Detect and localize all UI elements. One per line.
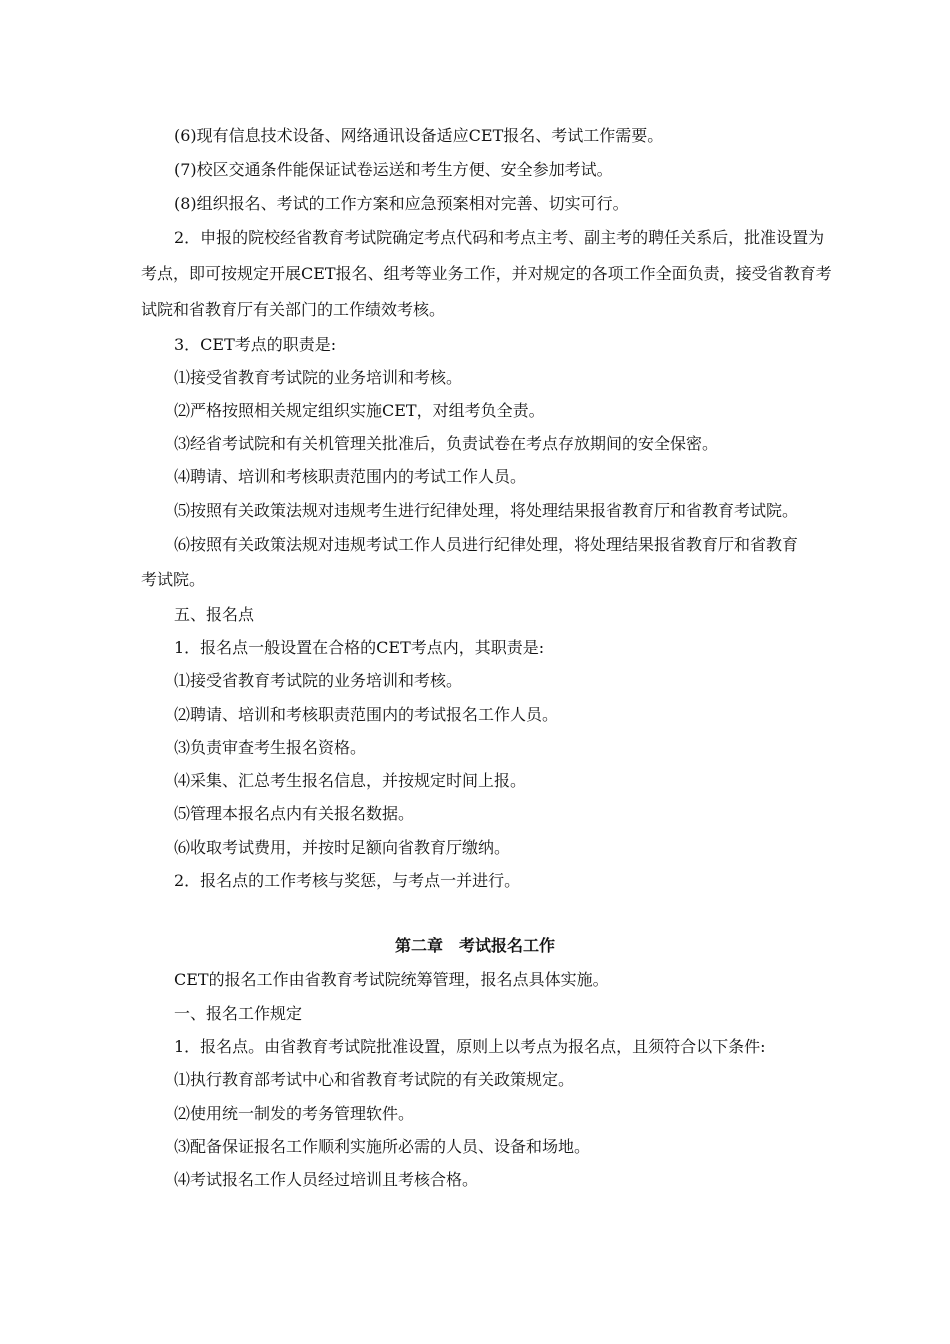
list-item: ⑵使用统一制发的考务管理软件。 (174, 1104, 415, 1123)
list-item: ⑷聘请、培训和考核职责范围内的考试工作人员。 (174, 467, 527, 486)
paragraph-line: 3．CET考点的职责是: (174, 335, 337, 354)
list-item: ⑷采集、汇总考生报名信息，并按规定时间上报。 (174, 771, 527, 790)
paragraph-line: 2．申报的院校经省教育考试院确定考点代码和考点主考、副主考的聘任关系后，批准设置为 (174, 228, 825, 247)
paragraph-line: 试院和省教育厅有关部门的工作绩效考核。 (141, 300, 446, 319)
list-item: ⑵聘请、培训和考核职责范围内的考试报名工作人员。 (174, 705, 559, 724)
list-item: ⑸管理本报名点内有关报名数据。 (174, 804, 415, 823)
paragraph-line: (7)校区交通条件能保证试卷运送和考生方便、安全参加考试。 (174, 160, 613, 179)
list-item: ⑶经省考试院和有关机管理关批准后，负责试卷在考点存放期间的安全保密。 (174, 434, 719, 453)
paragraph-line: (8)组织报名、考试的工作方案和应急预案相对完善、切实可行。 (174, 194, 629, 213)
list-item: ⑵严格按照相关规定组织实施CET，对组考负全责。 (174, 401, 545, 420)
list-item: ⑹按照有关政策法规对违规考试工作人员进行纪律处理，将处理结果报省教育厅和省教育 (174, 535, 799, 554)
list-item: ⑷考试报名工作人员经过培训且考核合格。 (174, 1170, 479, 1189)
list-item: ⑶负责审查考生报名资格。 (174, 738, 367, 757)
section-heading: 五、报名点 (174, 605, 255, 624)
paragraph-line: 考点，即可按规定开展CET报名、组考等业务工作，并对规定的各项工作全面负责，接受省教育考 (141, 264, 832, 283)
paragraph-line: (6)现有信息技术设备、网络通讯设备适应CET报名、考试工作需要。 (174, 126, 664, 145)
paragraph-line: 1．报名点。由省教育考试院批准设置，原则上以考点为报名点，且须符合以下条件: (174, 1037, 766, 1056)
paragraph-line: 1．报名点一般设置在合格的CET考点内，其职责是: (174, 638, 545, 657)
list-item: ⑴接受省教育考试院的业务培训和考核。 (174, 671, 463, 690)
list-item: ⑹收取考试费用，并按时足额向省教育厅缴纳。 (174, 838, 511, 857)
chapter-title: 第二章 考试报名工作 (394, 936, 555, 955)
section-heading: 一、报名工作规定 (174, 1004, 303, 1023)
list-item: ⑶配备保证报名工作顺利实施所必需的人员、设备和场地。 (174, 1137, 591, 1156)
list-item: ⑴执行教育部考试中心和省教育考试院的有关政策规定。 (174, 1070, 575, 1089)
paragraph-line: 考试院。 (141, 570, 206, 589)
paragraph-line: CET的报名工作由省教育考试院统筹管理，报名点具体实施。 (174, 970, 609, 989)
list-item: ⑴接受省教育考试院的业务培训和考核。 (174, 368, 463, 387)
paragraph-line: 2．报名点的工作考核与奖惩，与考点一并进行。 (174, 871, 521, 890)
list-item: ⑸按照有关政策法规对违规考生进行纪律处理，将处理结果报省教育厅和省教育考试院。 (174, 501, 799, 520)
